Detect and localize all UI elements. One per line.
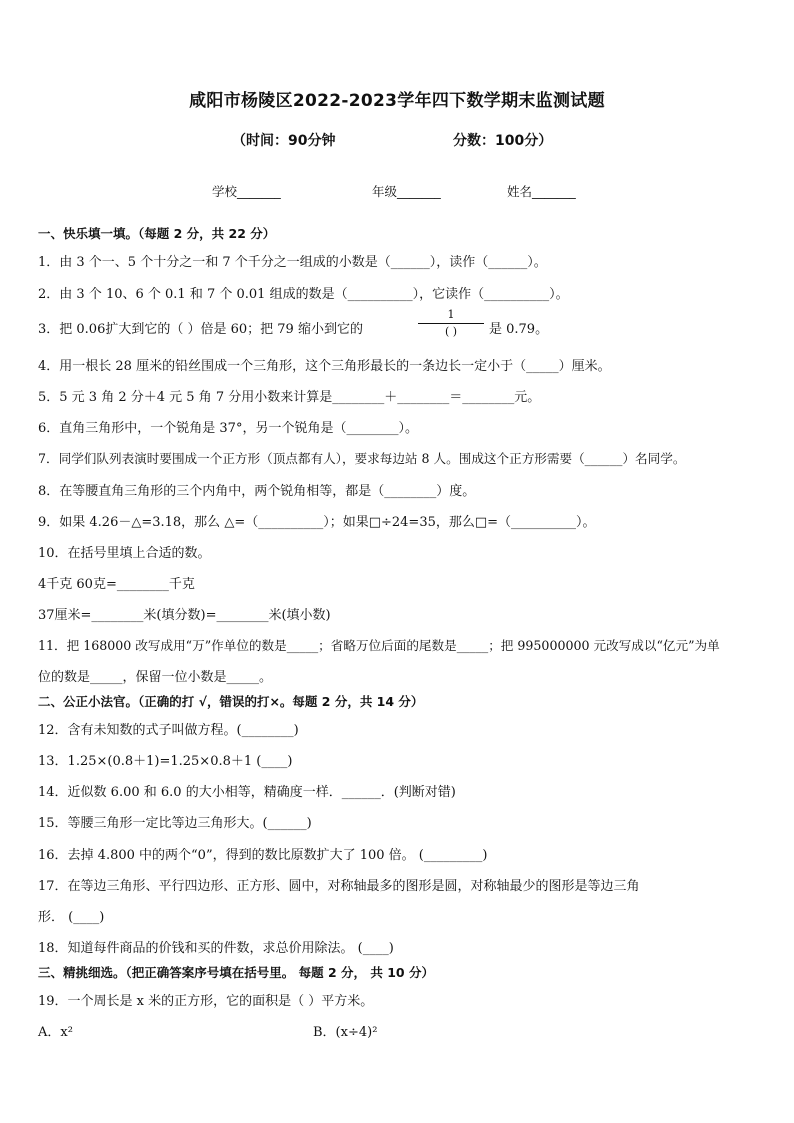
question-3-part-b: 是 0.79。 [489,322,549,337]
section-2-heading: 二、公正小法官。（正确的打 √，错误的打×。每题 2 分，共 14 分） [38,694,424,709]
question-14: 14．近似数 6.00 和 6.0 的大小相等，精确度一样．______．(判断对错) [38,785,456,800]
question-10-part-a: 4千克 60克=________千克 [38,577,195,592]
question-19-option-a: A．x² [38,1025,73,1040]
question-17-line-2: 形． (____) [38,910,105,925]
fraction-numerator: 1 [447,308,455,321]
question-4: 4．用一根长 28 厘米的铅丝围成一个三角形，这个三角形最长的一条边长一定小于（_____）厘米。 [38,359,611,374]
question-10: 10．在括号里填上合适的数。 [38,546,211,561]
question-5: 5．5 元 3 角 2 分＋4 元 5 角 7 分用小数来计算是________＋________＝________元。 [38,390,541,405]
page-title: 咸阳市杨陵区2022-2023学年四下数学期末监测试题 [189,91,605,111]
section-1-heading: 一、快乐填一填。（每题 2 分，共 22 分） [38,226,276,241]
exam-score: 分数：100分） [453,133,553,149]
section-3-heading: 三、精挑细选。（把正确答案序号填在括号里。 每题 2 分， 共 10 分） [38,965,434,980]
question-10-part-b: 37厘米=________米(填分数)=________米(填小数) [38,608,331,623]
exam-time: （时间：90分钟 [232,133,336,149]
question-3-part-a: 3．把 0.06扩大到它的（ ）倍是 60；把 79 缩小到它的 [38,322,363,337]
fraction-bar [418,323,484,324]
name-field: 姓名_______ [507,184,576,199]
question-9: 9．如果 4.26－△=3.18，那么 △=（__________）；如果□÷24=35，那么□=（__________）。 [38,515,596,530]
question-1: 1．由 3 个一、5 个十分之一和 7 个千分之一组成的小数是（______），读作（______）。 [38,255,547,270]
question-12: 12．含有未知数的式子叫做方程。(________) [38,723,299,738]
question-13: 13．1.25×(0.8＋1)=1.25×0.8＋1 (____) [38,754,293,769]
question-8: 8．在等腰直角三角形的三个内角中，两个锐角相等，都是（________）度。 [38,484,476,499]
fraction-denominator: ( ) [444,325,458,338]
question-16: 16．去掉 4.800 中的两个“0”，得到的数比原数扩大了 100 倍。 (_________) [38,848,488,863]
question-11-line-2: 位的数是_____，保留一位小数是_____。 [38,670,273,685]
school-field: 学校_______ [212,184,281,199]
question-19: 19．一个周长是 x 米的正方形，它的面积是（ ）平方米。 [38,994,374,1009]
question-2: 2．由 3 个 10、6 个 0.1 和 7 个 0.01 组成的数是（__________），它读作（__________）。 [38,287,569,302]
question-11-line-1: 11．把 168000 改写成用“万”作单位的数是_____；省略万位后面的尾数是_____；把 995000000 元改写成以“亿元”为单 [38,638,720,653]
question-6: 6．直角三角形中，一个锐角是 37°，另一个锐角是（________）。 [38,421,418,436]
question-17-line-1: 17．在等边三角形、平行四边形、正方形、圆中，对称轴最多的图形是圆，对称轴最少的图形是等边三角 [38,879,640,894]
question-7: 7．同学们队列表演时要围成一个正方形（顶点都有人），要求每边站 8 人。围成这个正方形需要（______）名同学。 [38,451,686,466]
question-15: 15．等腰三角形一定比等边三角形大。(______) [38,816,312,831]
question-19-option-b: B．(x÷4)² [313,1025,378,1040]
grade-field: 年级_______ [372,184,441,199]
question-18: 18．知道每件商品的价钱和买的件数，求总价用除法。 (____) [38,941,394,956]
